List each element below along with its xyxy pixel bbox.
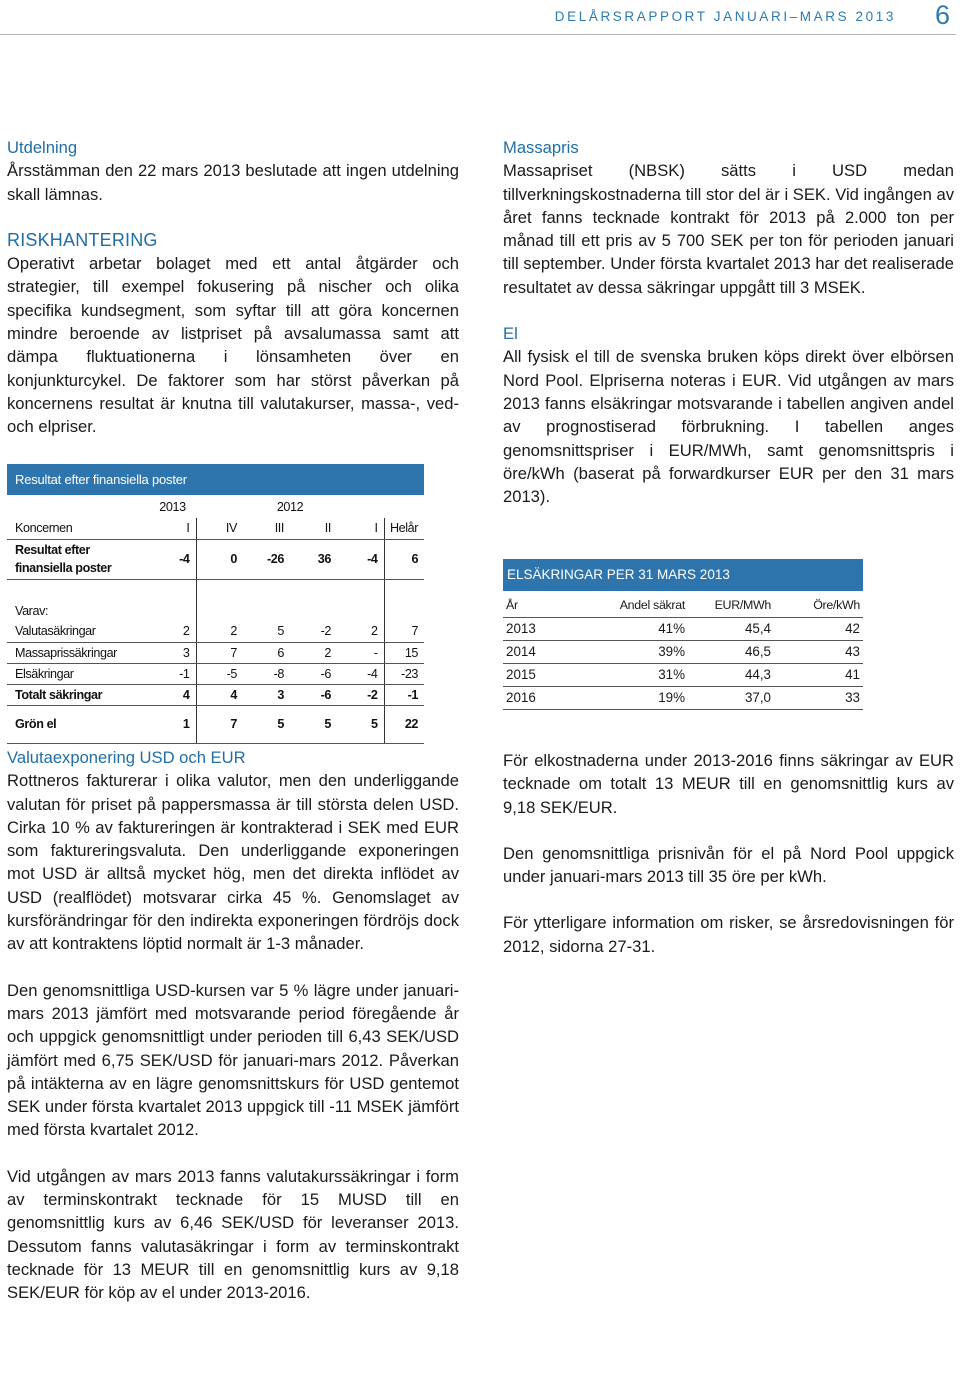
column-header: EUR/MWh — [688, 594, 774, 617]
el-hedge-table-grid — [503, 594, 863, 710]
table-cell: 4 — [149, 684, 196, 705]
table-cell: 2 — [196, 621, 243, 642]
table-cell: 41 — [774, 663, 863, 686]
row-label: Valutasäkringar — [7, 621, 149, 642]
page-number: 6 — [934, 0, 950, 30]
table-cell: -6 — [290, 684, 337, 705]
table-cell: 2015 — [503, 663, 593, 686]
row-label: Grön el — [7, 705, 149, 743]
table-cell: -1 — [384, 684, 424, 705]
quarter-header: IV — [196, 518, 243, 539]
table-cell: 2014 — [503, 640, 593, 663]
more-info-text: För ytterligare information om risker, se årsredovisningen för 2012, sidorna 27-31. — [503, 913, 954, 956]
table-cell: -1 — [149, 663, 196, 684]
el-cost-text: För elkostnaderna under 2013-2016 finns säkringar av EUR tecknade om totalt 13 MEUR till en genomsnittlig kurs av 9,18 SEK/EUR. — [503, 751, 954, 817]
table-cell: -23 — [384, 663, 424, 684]
table-cell: 2016 — [503, 686, 593, 709]
green-el-row — [7, 705, 424, 743]
riskhantering-text — [7, 252, 459, 438]
table-cell: 46,5 — [688, 640, 774, 663]
table-cell: -6 — [290, 663, 337, 684]
table-cell: -5 — [196, 663, 243, 684]
result-table-grid — [7, 495, 424, 744]
group-label: Koncernen — [7, 518, 149, 539]
table-cell: 2 — [337, 621, 384, 642]
varav-row — [7, 600, 424, 621]
left-column-bottom — [7, 746, 459, 1305]
table-cell: -8 — [243, 663, 290, 684]
year-2012: 2012 — [276, 499, 304, 514]
table-cell: 41% — [593, 617, 688, 640]
table-cell: -2 — [337, 684, 384, 705]
table-cell: 43 — [774, 640, 863, 663]
el-heading: El — [503, 324, 518, 344]
table-cell: 19% — [593, 686, 688, 709]
massapris-heading: Massapris — [503, 138, 579, 157]
column-header: År — [503, 594, 593, 617]
year-2013: 2013 — [159, 499, 186, 514]
quarter-header: I — [149, 518, 196, 539]
table-cell: 36 — [290, 539, 337, 579]
table-cell: 15 — [384, 642, 424, 663]
usd-rate-text: Den genomsnittliga USD-kursen var 5 % lägre under januari-mars 2013 jämfört med motsvarande period föregående år och uppgick genomsnittligt under perioden till 6,43 SEK/USD jämfört med 6,75 SEK/USD för januari-mars 2012. Påverkan på intäkterna av en lägre genomsnittskurs för USD gentemot SEK under första kvartalet 2013 uppgick till -11 MSEK jämfört med första kvartalet 2012. — [7, 980, 459, 1140]
el-hedge-header-row — [503, 594, 863, 617]
table-cell: -4 — [149, 539, 196, 579]
table-cell: -26 — [243, 539, 290, 579]
table-cell: -2 — [290, 621, 337, 642]
table-cell: 5 — [243, 705, 290, 743]
table-cell: -4 — [337, 663, 384, 684]
table-cell: 6 — [243, 642, 290, 663]
riskhantering-heading: RISKHANTERING — [7, 229, 158, 250]
table-cell: 39% — [593, 640, 688, 663]
table-cell: 7 — [196, 642, 243, 663]
utdelning-text: Årsstämman den 22 mars 2013 beslutade att ingen utdelning skall lämnas. — [7, 161, 459, 204]
table-row — [503, 617, 863, 640]
valuta-heading: Valutaexponering USD och EUR — [7, 748, 246, 767]
riskhantering-text-part-1: Operativt arbetar bolaget med ett antal åtgärder och strategier, till exempel fokusering på nischer och olika specifika kundsegment, som syftar till att göra koncernen mindre beroende av listpriset på avsalumassa samt att dämpa fluktuationerna i lönsamheten över en konjunkturcykel. — [7, 254, 459, 390]
table-cell: 2013 — [503, 617, 593, 640]
table-cell: 6 — [384, 539, 424, 579]
right-column-top — [503, 136, 954, 508]
table-cell: - — [337, 642, 384, 663]
main-result-label-line2: finansiella poster — [15, 561, 112, 575]
massapris-text: Massapriset (NBSK) sätts i USD medan tillverkningskostnaderna till stor del är i SEK. Vid ingången av året fanns tecknade kontrakt för 2013 på 2.000 ton per månad till ett pris av 5 700 SEK per ton för perioden januari till september. Under första kvartalet 2013 har det realiserade resultatet av dessa säkringar uppgått till 3 MSEK. — [503, 161, 954, 297]
table-cell: 2 — [290, 642, 337, 663]
quarter-header: Helår — [384, 518, 424, 539]
table-cell: 45,4 — [688, 617, 774, 640]
table-cell: 7 — [384, 621, 424, 642]
row-label: Massaprissäkringar — [7, 642, 149, 663]
column-header: Andel säkrat — [593, 594, 688, 617]
table-cell: 33 — [774, 686, 863, 709]
row-label: Totalt säkringar — [7, 684, 149, 705]
table-cell: 5 — [290, 705, 337, 743]
table-cell: 7 — [196, 705, 243, 743]
main-result-row — [7, 539, 424, 579]
varav-label: Varav: — [15, 603, 49, 618]
table-row — [503, 640, 863, 663]
table-cell: 37,0 — [688, 686, 774, 709]
riskhantering-text-part-2: De faktorer som har störst påverkan på koncernens resultat är knutna till valutakurser, massa-, ved- och elpriser. — [7, 370, 459, 437]
result-table-title: Resultat efter finansiella poster — [7, 464, 424, 495]
table-cell: 5 — [243, 621, 290, 642]
quarter-header-row — [7, 518, 424, 539]
table-cell: 31% — [593, 663, 688, 686]
right-column-bottom — [503, 749, 954, 958]
el-hedge-table-title: ELSÄKRINGAR PER 31 MARS 2013 — [503, 559, 863, 591]
valuta-text: Rottneros fakturerar i olika valutor, men den underliggande valutan för priset på pappersmassa är till största delen USD. Cirka 10 % av faktureringen är kontrakterad i SEK med EUR som faktureringsvaluta. Den underliggande exponeringen mot USD är alltså mycket hög, men det direkta inflödet av USD (realflödet) motsvarar cirka 45 %. Genomslaget av kursförändringar för den indirekta exponeringen fördröjs dock av att kontraktens löptid normalt är 1-3 månader. — [7, 771, 459, 954]
table-cell: -4 — [337, 539, 384, 579]
table-cell: 22 — [384, 705, 424, 743]
table-cell: 44,3 — [688, 663, 774, 686]
table-cell: 5 — [337, 705, 384, 743]
table-cell: 1 — [149, 705, 196, 743]
table-cell: 42 — [774, 617, 863, 640]
row-label: Elsäkringar — [7, 663, 149, 684]
spacer-row — [7, 579, 424, 600]
nord-pool-text: Den genomsnittliga prisnivån för el på Nord Pool uppgick under januari-mars 2013 till 35 öre per kWh. — [503, 843, 954, 887]
table-row — [503, 686, 863, 709]
main-result-label-line1: Resultat efter — [15, 543, 90, 557]
table-cell: 0 — [196, 539, 243, 579]
header-divider — [0, 34, 956, 35]
total-hedges-row — [7, 684, 424, 705]
table-cell: 3 — [149, 642, 196, 663]
table-cell: 2 — [149, 621, 196, 642]
table-row — [7, 621, 424, 642]
table-row — [503, 663, 863, 686]
table-cell: 4 — [196, 684, 243, 705]
year-header-row — [7, 495, 424, 518]
utdelning-heading: Utdelning — [7, 138, 78, 157]
left-column-top — [7, 136, 459, 439]
el-hedge-table — [503, 559, 863, 710]
report-title: DELÅRSRAPPORT JANUARI–MARS 2013 — [554, 9, 896, 24]
table-cell: 3 — [243, 684, 290, 705]
result-table — [7, 464, 424, 744]
table-row — [7, 663, 424, 684]
main-result-label — [7, 539, 149, 579]
quarter-header: I — [337, 518, 384, 539]
table-row — [7, 642, 424, 663]
quarter-header: II — [290, 518, 337, 539]
el-text: All fysisk el till de svenska bruken köps direkt över elbörsen Nord Pool. Elpriserna noteras i EUR. Vid utgången av mars 2013 fanns elsäkringar motsvarande i tabellen angiven andel av prognostiserad förbrukning. I tabellen anges genomsnittspriser i EUR/MWh, samt genomsnittspris i öre/kWh (baserat på forwardkurser EUR per den 31 mars 2013). — [503, 347, 954, 507]
column-header: Öre/kWh — [774, 594, 863, 617]
currency-hedge-text: Vid utgången av mars 2013 fanns valutakurssäkringar i form av terminskontrakt tecknade för 15 MUSD till en genomsnittlig kurs av 6,46 SEK/USD för leveranser 2013. Dessutom fanns valutasäkringar i form av terminskontrakt tecknade för 13 MEUR till en genomsnittlig kurs av 9,18 SEK/EUR för köp av el under 2013-2016. — [7, 1166, 459, 1303]
quarter-header: III — [243, 518, 290, 539]
